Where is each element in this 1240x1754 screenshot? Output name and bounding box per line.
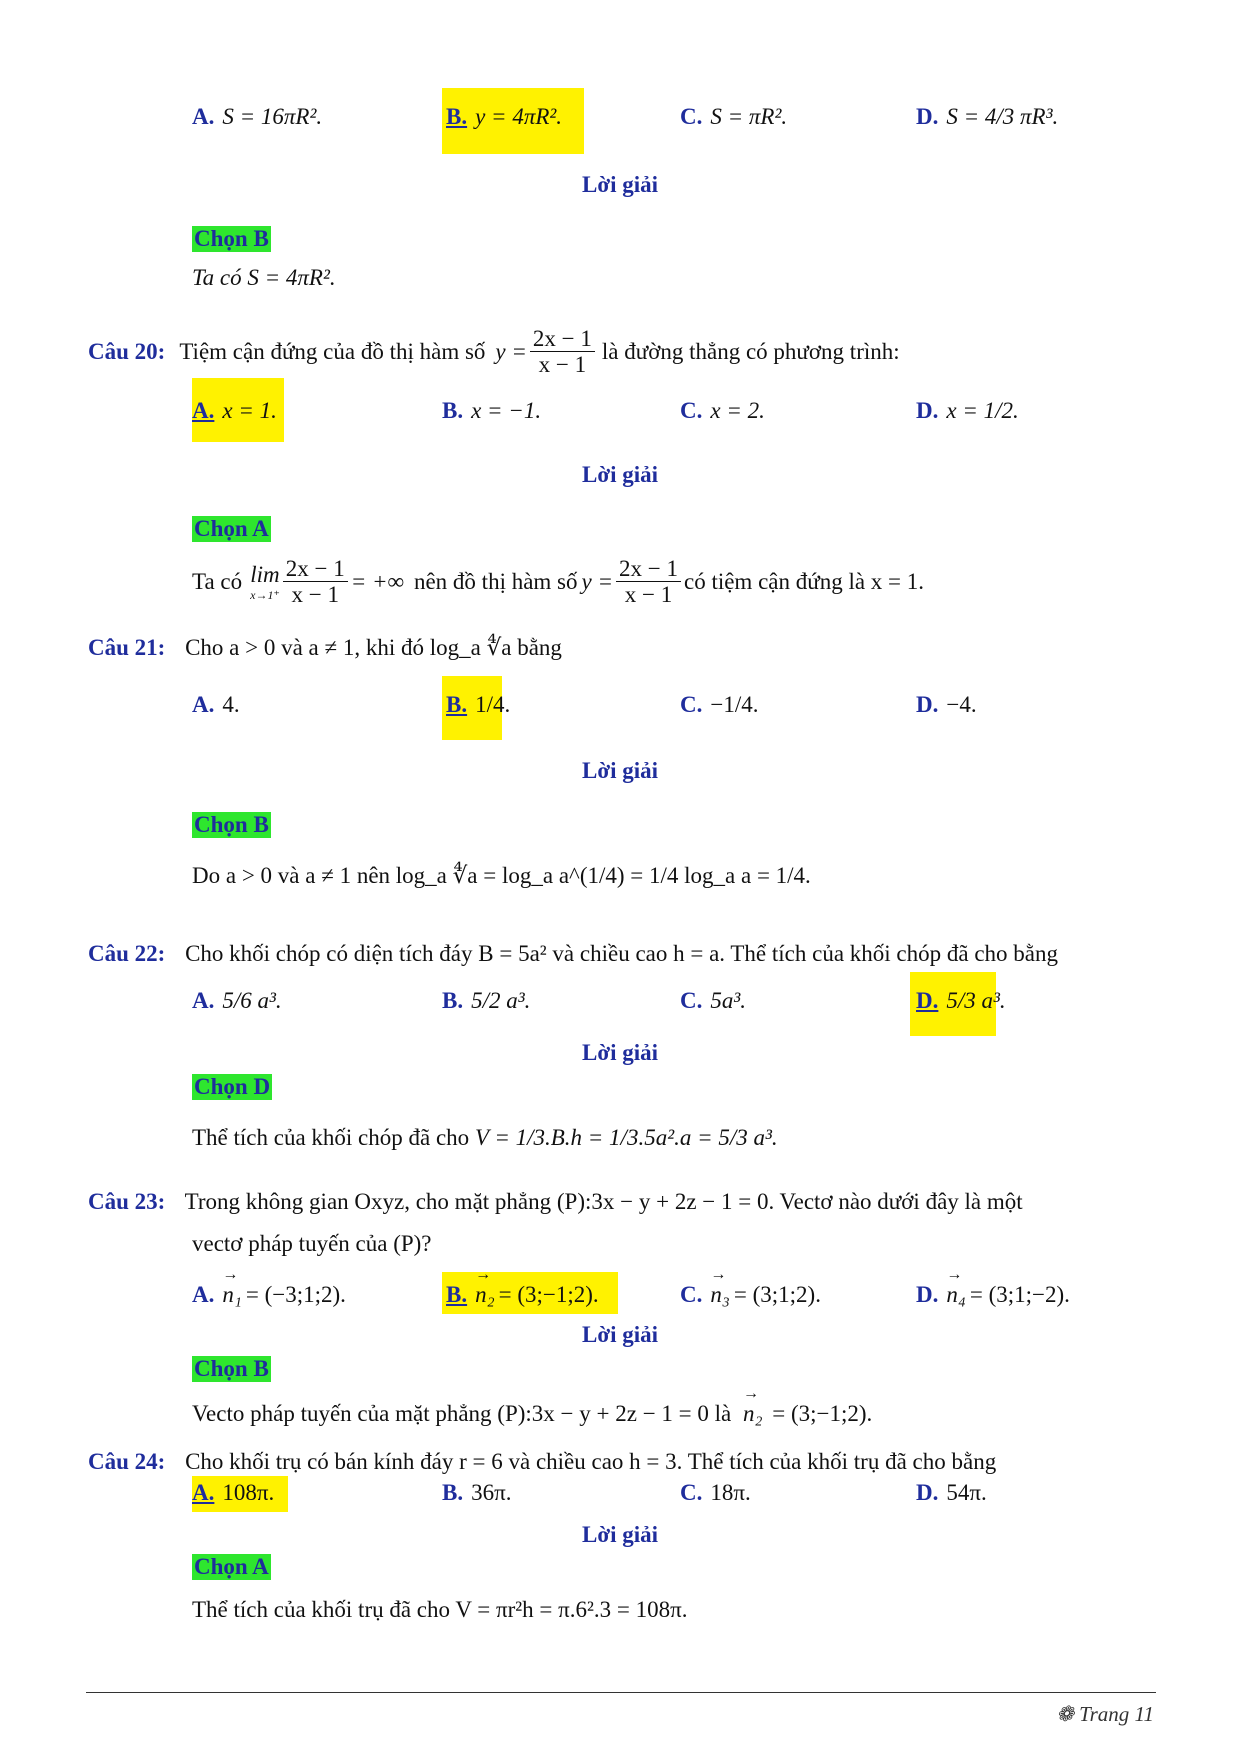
q22-option-a[interactable] [192, 988, 282, 1014]
option-text: 5a³. [710, 988, 747, 1013]
q19-option-a[interactable] [192, 104, 322, 130]
option-text: x = 1/2. [946, 398, 1019, 423]
q19-option-d[interactable] [916, 104, 1058, 130]
option-text: x = 1. [222, 398, 277, 423]
option-text: = (−3;1;2). [245, 1282, 346, 1307]
solution-heading: Lời giải [582, 1522, 658, 1547]
answer-badge: Chọn B [194, 226, 269, 251]
solution-suffix: có tiệm cận đứng là x = 1. [683, 569, 925, 594]
option-text: S = 16πR². [222, 104, 323, 129]
flower-icon: ❁ [1056, 1702, 1074, 1726]
q24-option-d[interactable] [916, 1480, 987, 1506]
solution-text [192, 1400, 872, 1428]
question-text: Cho khối trụ có bán kính đáy r = 6 và chiều cao h = 3. Thể tích của khối trụ đã cho bằng [185, 1449, 997, 1474]
solution-prefix: Vecto pháp tuyến của mặt phẳng (P):3x − y + 2z − 1 = 0 là [192, 1401, 732, 1426]
option-label: D. [916, 988, 939, 1013]
option-text: x = 2. [710, 398, 765, 423]
footer-divider [86, 1692, 1156, 1693]
question-20: Câu 20: Tiệm cận đứng của đồ thị hàm số y = $\frac{2x - 1}{x - 1}$ là đường thẳng có phương trình: [88, 326, 900, 378]
q23-option-b[interactable] [446, 1282, 599, 1308]
option-text: −1/4. [710, 692, 759, 717]
question-text: Trong không gian Oxyz, cho mặt phẳng (P):3x − y + 2z − 1 = 0. Vectơ nào dưới đây là một [184, 1189, 1023, 1214]
option-label: B. [442, 1480, 464, 1505]
solution-text: Do a > 0 và a ≠ 1 nên log_a ∜a = log_a a^(1/4) = 1/4 log_a a = 1/4. [192, 863, 811, 888]
option-label: D. [916, 398, 939, 423]
q20-option-b[interactable] [442, 398, 541, 424]
option-text: 5/2 a³. [471, 988, 531, 1013]
solution-heading: Lời giải [582, 1322, 658, 1347]
option-label: B. [446, 1282, 468, 1307]
solution-text: Ta có S = 4πR². [192, 265, 336, 290]
solution-suffix: = (3;−1;2). [772, 1401, 873, 1426]
option-text: 54π. [946, 1480, 987, 1505]
option-text: 5/6 a³. [222, 988, 282, 1013]
solution-heading: Lời giải [582, 1040, 658, 1065]
option-text: = (3;1;−2). [969, 1282, 1070, 1307]
page-footer [1056, 1702, 1154, 1727]
answer-badge: Chọn D [194, 1074, 271, 1099]
option-text: = (3;1;2). [733, 1282, 821, 1307]
question-text: Cho a > 0 và a ≠ 1, khi đó log_a ∜a bằng [185, 635, 562, 660]
question-text-end: là đường thẳng có phương trình: [601, 339, 900, 364]
option-label: C. [680, 988, 703, 1013]
solution-heading: Lời giải [582, 758, 658, 783]
option-text: = (3;−1;2). [498, 1282, 599, 1307]
option-label: B. [442, 398, 464, 423]
q23-option-d[interactable] [916, 1282, 1070, 1308]
solution-text: Ta có lim x→1⁺ $\frac{2x - 1}{x - 1}$ = +∞ nên đồ thị hàm số y = $\frac{2x - 1}{x - 1}$ có tiệm cận đứng là x = 1. [192, 556, 925, 608]
vector-n2: → n₂ [743, 1400, 763, 1428]
option-label: D. [916, 1282, 939, 1307]
option-text: 18π. [710, 1480, 751, 1505]
option-label: A. [192, 398, 215, 423]
q21-option-b[interactable] [446, 692, 510, 718]
q20-option-a[interactable] [192, 398, 277, 424]
q23-option-a[interactable] [192, 1282, 346, 1308]
option-label: D. [916, 1480, 939, 1505]
option-label: C. [680, 1480, 703, 1505]
option-text: S = 4/3 πR³. [946, 104, 1059, 129]
question-21 [88, 634, 562, 662]
q24-option-b[interactable] [442, 1480, 511, 1506]
answer-badge: Chọn A [194, 1554, 269, 1579]
answer-badge: Chọn B [194, 812, 269, 837]
option-label: B. [442, 988, 464, 1013]
solution-heading: Lời giải [582, 172, 658, 197]
option-label: B. [446, 692, 468, 717]
vector-n4: → n₄ [946, 1282, 966, 1308]
option-text: 36π. [471, 1480, 512, 1505]
q20-option-d[interactable] [916, 398, 1019, 424]
question-24 [88, 1448, 996, 1476]
vector-n3: → n₃ [710, 1282, 730, 1308]
question-number: Câu 24: [88, 1449, 166, 1474]
question-number: Câu 21: [88, 635, 166, 660]
question-number: Câu 20: [88, 339, 166, 364]
option-label: A. [192, 988, 215, 1013]
option-label: C. [680, 1282, 703, 1307]
option-text: −4. [946, 692, 977, 717]
question-number: Câu 22: [88, 941, 166, 966]
solution-prefix: Ta có [192, 569, 243, 594]
vector-n1: → n₁ [222, 1282, 242, 1308]
option-label: D. [916, 692, 939, 717]
option-text: 1/4. [475, 692, 511, 717]
page-number: Trang 11 [1079, 1702, 1154, 1726]
q22-option-b[interactable] [442, 988, 530, 1014]
option-text: S = πR². [710, 104, 788, 129]
question-number: Câu 23: [88, 1189, 166, 1214]
option-label: A. [192, 104, 215, 129]
answer-badge: Chọn A [194, 516, 269, 541]
option-label: A. [192, 1480, 215, 1505]
option-label: C. [680, 398, 703, 423]
question-23 [88, 1188, 1023, 1216]
q21-option-c[interactable] [680, 692, 759, 718]
option-text: x = −1. [471, 398, 542, 423]
question-text: Tiệm cận đứng của đồ thị hàm số [179, 339, 486, 364]
question-text: Cho khối chóp có diện tích đáy B = 5a² và chiều cao h = a. Thể tích của khối chóp đã cho bằng [185, 941, 1059, 966]
option-text: 108π. [222, 1480, 275, 1505]
option-text: 4. [222, 692, 240, 717]
q21-option-a[interactable] [192, 692, 240, 718]
q19-option-b[interactable] [446, 104, 562, 130]
solution-text [192, 1124, 778, 1152]
q24-option-c[interactable] [680, 1480, 751, 1506]
question-22 [88, 940, 1058, 968]
solution-mid: nên đồ thị hàm số [413, 569, 578, 594]
solution-heading: Lời giải [582, 462, 658, 487]
option-label: C. [680, 692, 703, 717]
q24-option-a[interactable] [192, 1480, 274, 1506]
q20-option-c[interactable] [680, 398, 765, 424]
option-label: A. [192, 692, 215, 717]
solution-prefix: Thể tích của khối chóp đã cho [192, 1125, 470, 1150]
option-label: C. [680, 104, 703, 129]
option-label: D. [916, 104, 939, 129]
option-label: A. [192, 1282, 215, 1307]
solution-text: Thể tích của khối trụ đã cho V = πr²h = π.6².3 = 108π. [192, 1597, 688, 1622]
q19-option-c[interactable] [680, 104, 787, 130]
q23-option-c[interactable] [680, 1282, 821, 1308]
q22-option-d[interactable] [916, 988, 1006, 1014]
option-text: 5/3 a³. [946, 988, 1006, 1013]
option-label: B. [446, 104, 468, 129]
q22-option-c[interactable] [680, 988, 746, 1014]
option-text: y = 4πR². [475, 104, 563, 129]
vector-n2: → n₂ [475, 1282, 495, 1308]
answer-badge: Chọn B [194, 1356, 269, 1381]
q21-option-d[interactable] [916, 692, 977, 718]
question-23-cont: vectơ pháp tuyến của (P)? [192, 1231, 432, 1256]
solution-formula: V = 1/3.B.h = 1/3.5a².a = 5/3 a³. [474, 1125, 778, 1150]
